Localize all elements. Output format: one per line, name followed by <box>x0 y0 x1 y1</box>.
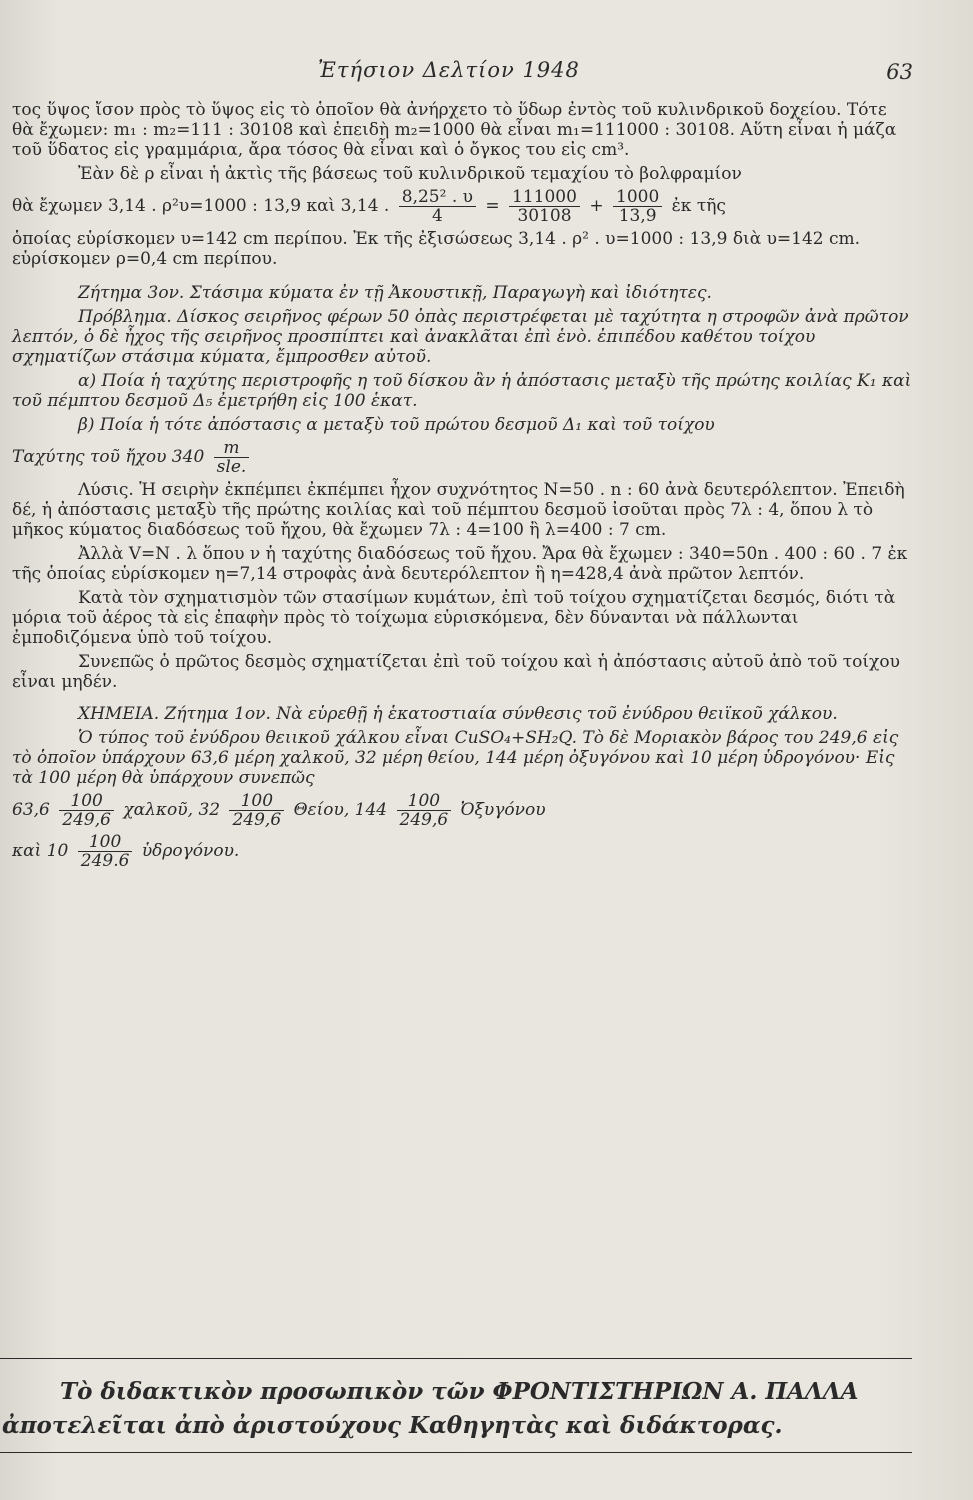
hydrogen-line <box>12 833 912 870</box>
fraction-2-numerator: 111000 <box>509 188 580 207</box>
equation-line <box>12 188 912 225</box>
hydrogen-prefix: καὶ 10 <box>12 841 69 861</box>
fraction-1-denominator: 4 <box>431 206 443 226</box>
speed-unit-denominator: sle. <box>216 457 247 477</box>
sound-speed-line <box>12 439 912 476</box>
copper-fraction <box>59 792 114 829</box>
physics-paragraph-2: Ἐὰν δὲ ρ εἶναι ἡ ἀκτὶς τῆς βάσεως τοῦ κυλινδρικοῦ τεμαχίου τὸ βολφραμίον <box>78 164 742 184</box>
fraction-2-denominator: 30108 <box>517 206 572 226</box>
fraction-3 <box>613 188 662 225</box>
oxygen-parts: 144 <box>354 800 388 820</box>
copper-fraction-denominator: 249,6 <box>62 810 111 830</box>
fraction-2 <box>509 188 580 225</box>
sulfur-fraction-denominator: 249,6 <box>232 810 282 830</box>
equation-prefix: θὰ ἔχωμεν 3,14 . ρ²υ=1000 : 13,9 καὶ 3,14 . <box>12 196 390 216</box>
sulfur-fraction <box>229 792 284 829</box>
fraction-1-numerator: 8,25² . υ <box>399 188 476 207</box>
hydrogen-label: ὑδρογόνου. <box>141 841 240 861</box>
oxygen-label: Ὀξυγόνου <box>460 800 546 820</box>
fraction-3-denominator: 13,9 <box>618 206 657 226</box>
advert-bottom-rule <box>0 1452 912 1453</box>
speed-unit-fraction <box>214 439 250 476</box>
chemistry-heading: ΧΗΜΕΙΑ. Ζήτημα 1ον. Νὰ εὑρεθῇ ἡ ἑκατοστιαία σύνθεσις τοῦ ἐνύδρου θειϊκοῦ χάλκου. <box>78 704 838 724</box>
question-b: β) Ποία ἡ τότε ἀπόστασις α μεταξὺ τοῦ πρώτου δεσμοῦ Δ₁ καὶ τοῦ τοίχου <box>78 415 715 435</box>
oxygen-fraction-numerator: 100 <box>397 792 452 811</box>
hydrogen-fraction-denominator: 249.6 <box>80 851 130 871</box>
solution-paragraph-4: Συνεπῶς ὁ πρῶτος δεσμὸς σχηματίζεται ἐπὶ τοῦ τοίχου καὶ ἡ ἀπόστασις αὐτοῦ ἀπὸ τοῦ τοίχου εἶναι μηδέν. <box>12 652 900 692</box>
advert-box <box>2 1375 910 1443</box>
sulfur-label: Θείου, <box>293 800 350 820</box>
hydrogen-fraction <box>78 833 133 870</box>
equation-suffix: ἐκ τῆς <box>671 196 726 216</box>
solution-paragraph-2: Ἀλλὰ V=N . λ ὅπου ν ἡ ταχύτης διαδόσεως τοῦ ἤχου. Ἄρα θὰ ἔχωμεν : 340=50n . 400 : 60 . 7 ἐκ τῆς ὁποίας εὑρίσκομεν η=7,14 στροφὰς ἀνὰ δευτερόλεπτον ἢ η=428,4 ἀνὰ πρῶτον λεπτόν. <box>12 544 908 584</box>
copper-fraction-numerator: 100 <box>59 792 114 811</box>
running-header <box>0 58 973 92</box>
solution-paragraph-3: Κατὰ τὸν σχηματισμὸν τῶν στασίμων κυμάτων, ἐπὶ τοῦ τοίχου σχηματίζεται δεσμός, διότι τὰ μόρια τοῦ ἀέρος τὰ εἰς ἐπαφὴν πρὸς τὸ τοίχωμα εὑρισκόμενα, δὲν δύνανται νὰ πάλλωνται ἐμποδιζόμενα ὑπὸ τοῦ τοίχου. <box>12 588 896 648</box>
plus-sign: + <box>589 196 604 216</box>
problem-3-heading: Ζήτημα 3ον. Στάσιμα κύματα ἐν τῇ Ἀκουστικῇ, Παραγωγὴ καὶ ἰδιότητες. <box>78 283 712 303</box>
copper-label: χαλκοῦ, <box>123 800 194 820</box>
question-a: α) Ποία ἡ ταχύτης περιστροφῆς η τοῦ δίσκου ἂν ἡ ἀπόστασις μεταξὺ τῆς πρώτης κοιλίας K₁ καὶ τοῦ πέμπτου δεσμοῦ Δ₅ ἐμετρήθη εἰς 100 ἑκατ. <box>12 371 912 411</box>
speed-unit-numerator: m <box>214 439 250 458</box>
advert-top-rule <box>0 1358 912 1359</box>
page-number: 63 <box>886 60 913 84</box>
problem-statement: Πρόβλημα. Δίσκος σειρῆνος φέρων 50 ὀπὰς περιστρέφεται μὲ ταχύτητα η στροφῶν ἀνὰ πρῶτον λεπτόν, ὁ δὲ ἦχος τῆς σειρῆνος προσπίπτει καὶ ἀνακλᾶται ἐπὶ ἑνὸ. ἐπιπέδου καθέτου τοίχου σχηματίζων στάσιμα κύματα, ἔμπροσθεν αὐτοῦ. <box>12 307 909 367</box>
chemistry-paragraph: Ὁ τύπος τοῦ ἐνύδρου θειικοῦ χάλκου εἶναι CuSO₄+SH₂Q. Τὸ δὲ Μοριακὸν βάρος του 249,6 εἰς τὸ ὁποῖον ὑπάρχουν 63,6 μέρη χαλκοῦ, 32 μέρη θείου, 144 μέρη ὀξυγόνου καὶ 10 μέρη ὑδρογόνου· Εἰς τὰ 100 μέρη θὰ ὑπάρχουν συνεπῶς <box>12 728 899 788</box>
oxygen-fraction <box>397 792 452 829</box>
advert-line-1: Τὸ διδακτικὸν προσωπικὸν τῶν ΦΡΟΝΤΙΣΤΗΡΙΩΝ Α. ΠΑΛΛΑ <box>60 1378 859 1405</box>
oxygen-fraction-denominator: 249,6 <box>399 810 449 830</box>
sulfur-fraction-numerator: 100 <box>229 792 284 811</box>
equals-sign: = <box>485 196 500 216</box>
journal-title: Ἐτήσιον Δελτίον 1948 <box>318 58 580 82</box>
fraction-3-numerator: 1000 <box>613 188 662 207</box>
solution-paragraph-1: Λύσις. Ἡ σειρὴν ἐκπέμπει ἐκπέμπει ἦχον συχνότητος N=50 . n : 60 ἀνὰ δευτερόλεπτον. Ἐπειδὴ δέ, ἡ ἀπόστασις μεταξὺ τῆς πρώτης κοιλίας καὶ τοῦ πέμπτου δεσμοῦ ἰσοῦται πρὸς 7λ : 4, ὅπου λ τὸ μῆκος κύματος διαδόσεως τοῦ ἤχου, θὰ ἔχωμεν 7λ : 4=100 ἢ λ=400 : 7 cm. <box>12 480 905 540</box>
sulfur-parts: 32 <box>198 800 221 820</box>
physics-paragraph-1: τος ὕψος ἴσον πρὸς τὸ ὕψος εἰς τὸ ὁποῖον θὰ ἀνήρχετο τὸ ὕδωρ ἐντὸς τοῦ κυλινδρικοῦ δοχείου. Τότε θὰ ἔχωμεν: m₁ : m₂=111 : 30108 καὶ ἐπειδὴ m₂=1000 θὰ εἶναι m₁=111000 : 30108. Αὕτη εἶναι ἡ μάζα τοῦ ὕδατος εἰς γραμμάρια, ἄρα τόσος θὰ εἶναι καὶ ὁ ὄγκος του εἰς cm³. <box>12 100 897 160</box>
composition-line <box>12 792 912 829</box>
copper-parts: 63,6 <box>12 800 50 820</box>
physics-paragraph-3: ὁποίας εὑρίσκομεν υ=142 cm περίπου. Ἐκ τῆς ἐξισώσεως 3,14 . ρ² . υ=1000 : 13,9 διὰ υ=142 cm. εὑρίσκομεν ρ=0,4 cm περίπου. <box>12 229 861 269</box>
fraction-1 <box>399 188 476 225</box>
sound-speed-text: Ταχύτης τοῦ ἤχου 340 <box>12 447 205 467</box>
hydrogen-fraction-numerator: 100 <box>78 833 133 852</box>
advert-line-2: ἀποτελεῖται ἀπὸ ἀριστούχους Καθηγητὰς καὶ διδάκτορας. <box>2 1412 783 1439</box>
page-body <box>12 100 912 874</box>
